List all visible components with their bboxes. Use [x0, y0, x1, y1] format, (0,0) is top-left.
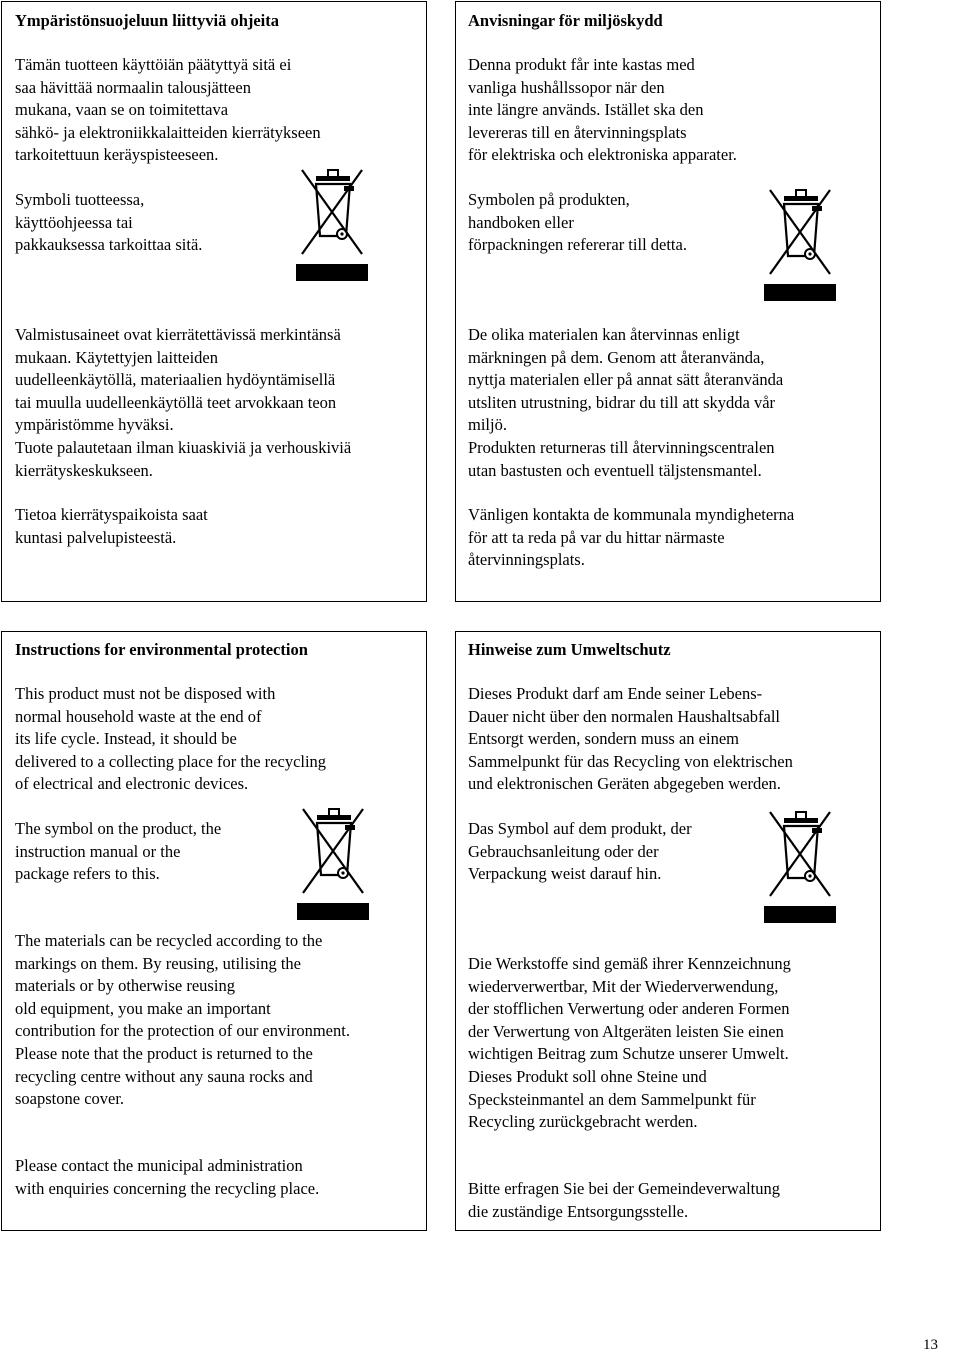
- section-title: Anvisningar för miljöskydd: [468, 11, 663, 30]
- paragraph: Please contact the municipal administration with enquiries concerning the recycling place.: [15, 1156, 320, 1198]
- paragraph: The symbol on the product, the instruction manual or the package refers to this.: [15, 819, 222, 884]
- paragraph: Die Werkstoffe sind gemäß ihrer Kennzeichnung wiederverwertbar, Mit der Wiederverwendung, der stofflichen Verwertung oder anderen Formen der Verwertung von Altgeräten leisten Sie einen wichtigen Beitrag zum Schutze unserer Umwelt. Dieses Produkt soll ohne Steine und Specksteinmantel an dem Sammelpunkt für Recycling zurückgebracht werden.: [468, 954, 791, 1132]
- section-english: [1, 631, 427, 1231]
- section-swedish: [455, 1, 881, 602]
- paragraph: Symbolen på produkten, handboken eller förpackningen refererar till detta.: [468, 190, 687, 255]
- paragraph: Vänligen kontakta de kommunala myndigheterna för att ta reda på var du hittar närmaste återvinningsplats.: [468, 505, 795, 570]
- paragraph: Bitte erfragen Sie bei der Gemeindeverwaltung die zuständige Entsorgungsstelle.: [468, 1179, 781, 1221]
- section-title: Ympäristönsuojeluun liittyviä ohjeita: [15, 11, 280, 30]
- paragraph: Valmistusaineet ovat kierrätettävissä merkintänsä mukaan. Käytettyjen laitteiden uudelleenkäytöllä, materiaalien hydöyntämisellä tai muulla uudelleenkäytöllä teet arvokkaan teon ympäristömme hyväksi. Tuote palautetaan ilman kiuaskiviä ja verhouskiviä kierrätyskeskukseen.: [15, 325, 352, 480]
- weee-bin-icon: [295, 803, 371, 921]
- page-number: 13: [923, 1337, 938, 1353]
- paragraph: Das Symbol auf dem produkt, der Gebrauchsanleitung oder der Verpackung weist darauf hin.: [468, 819, 692, 884]
- weee-bin-icon: [294, 164, 370, 282]
- section-title: Hinweise zum Umweltschutz: [468, 640, 671, 659]
- paragraph: De olika materialen kan återvinnas enligt märkningen på dem. Genom att återanvända, nyttja materialen eller på annat sätt återanvända utsliten utrustning, bidrar du till att skydda vår miljö. Produkten returneras till återvinningscentralen utan bastusten och eventuell täljstensmantel.: [468, 325, 784, 480]
- paragraph: Symboli tuotteessa, käyttöohjeessa tai pakkauksessa tarkoittaa sitä.: [15, 190, 203, 255]
- paragraph: Tämän tuotteen käyttöiän päätyttyä sitä ei saa hävittää normaalin talousjätteen mukana, vaan se on toimitettava sähkö- ja elektroniikkalaitteiden kierrätykseen tarkoitettuun keräyspisteeseen.: [15, 55, 321, 165]
- paragraph: Dieses Produkt darf am Ende seiner Lebens- Dauer nicht über den normalen Haushaltsabfall Entsorgt werden, sondern muss an einem Sammelpunkt für das Recycling von elektrischen und elektronischen Geräten abgegeben werden.: [468, 684, 793, 794]
- section-german: [455, 631, 881, 1231]
- weee-bin-icon: [762, 184, 838, 302]
- paragraph: The materials can be recycled according to the markings on them. By reusing, utilising the materials or by otherwise reusing old equipment, you make an important contribution for the protection of our environment. Please note that the product is returned to the recycling centre without any sauna rocks and soapstone cover.: [15, 931, 350, 1109]
- section-finnish: [1, 1, 427, 602]
- weee-bin-icon: [762, 806, 838, 924]
- paragraph: Denna produkt får inte kastas med vanliga hushållssopor när den inte längre används. Istället ska den levereras till en återvinningsplats för elektriska och elektroniska apparater.: [468, 55, 737, 165]
- paragraph: Tietoa kierrätyspaikoista saat kuntasi palvelupisteestä.: [15, 505, 208, 547]
- paragraph: This product must not be disposed with normal household waste at the end of its life cycle. Instead, it should be delivered to a collecting place for the recycling of electrical and electronic devices.: [15, 684, 327, 794]
- section-title: Instructions for environmental protection: [15, 640, 308, 659]
